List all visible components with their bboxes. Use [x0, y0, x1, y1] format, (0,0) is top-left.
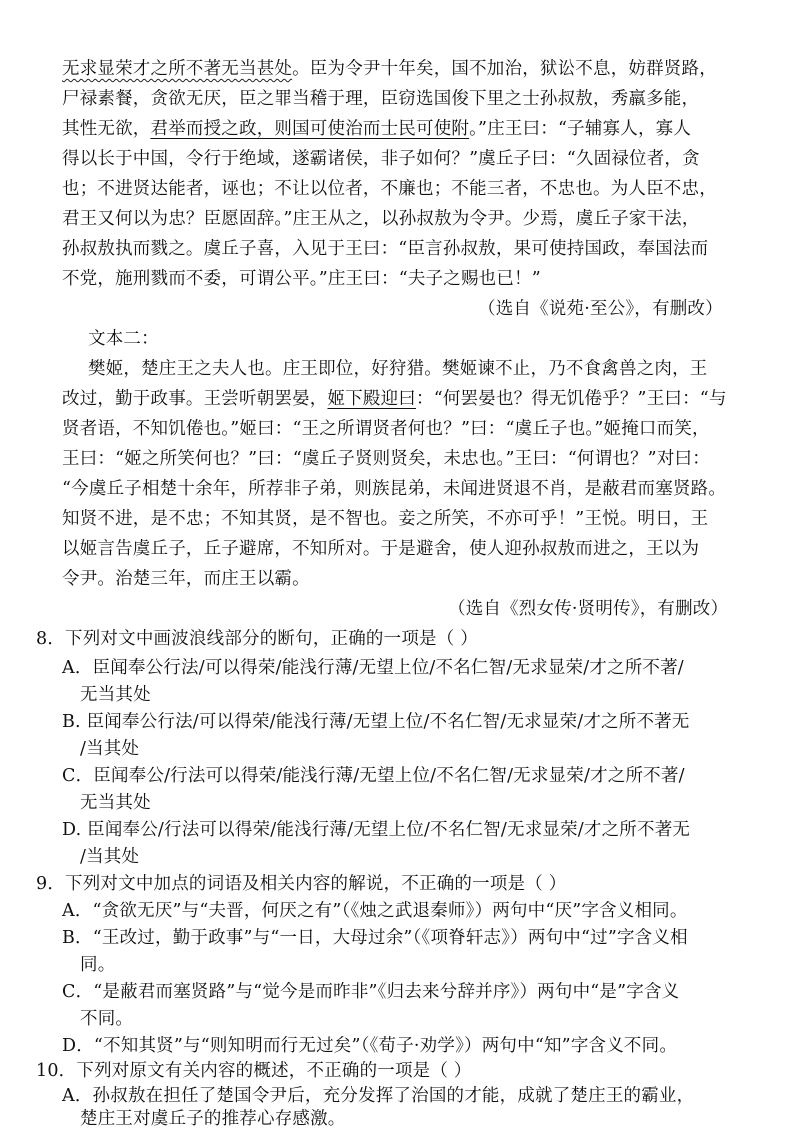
q8-option-c-cont: 无当其处	[80, 793, 151, 813]
text2-line-6: 知贤不进，是不忠；不知其贤，是不智也。妾之所笑，不亦可乎！”王悦。明日，王	[62, 509, 709, 529]
q9-option-a: A．“贪欲无厌”与“夫晋，何厌之有”（《烛之武退秦师》）两句中“厌”字含义相同。	[62, 901, 688, 921]
underlined-sentence: 君举而授之政，则国可使治而士民可使附	[150, 119, 470, 139]
text1-source: （选自《说苑·至公》，有删改）	[478, 299, 723, 319]
text1-line-2: 尸禄素餐，贪欲无厌，臣之罪当稽于理，臣窃选国俊下里之士孙叔敖，秀羸多能，	[62, 89, 700, 109]
q8-option-a-cont: 无当其处	[80, 685, 151, 705]
text2-heading: 文本二：	[88, 329, 159, 349]
q9-option-b: B．“王改过，勤于政事”与“一日，大母过余”（《项脊轩志》）两句中“过”字含义相	[62, 928, 688, 948]
q9-option-c: C．“是蔽君而塞贤路”与“觉今是而昨非”《归去来兮辞并序》）两句中“是”字含义	[62, 982, 680, 1002]
text1-line-3: 其性无欲，君举而授之政，则国可使治而士民可使附。”庄王曰：“子辅寡人，寡人	[62, 119, 692, 139]
text1-line-8: 不党，施刑戮而不委，可谓公平。”庄王曰：“夫子之赐也已！”	[62, 269, 541, 289]
q8-option-b: B. 臣闻奉公行法/可以得荣/能浅行薄/无望上位/不名仁智/无求显荣/才之所不著无	[62, 712, 690, 732]
text2-line-7: 以姬言告虞丘子，丘子避席，不知所对。于是避舍，使人迎孙叔敖而进之，王以为	[62, 539, 700, 559]
text1-line-5: 也；不进贤达能者，诬也；不让以位者，不廉也；不能三者，不忠也。为人臣不忠，	[62, 179, 717, 199]
q8-option-a: A．臣闻奉公行法/可以得荣/能浅行薄/无望上位/不名仁智/无求显荣/才之所不著/	[62, 658, 684, 678]
text1-line-4: 得以长于中国，令行于绝域，遂霸诸侯，非子如何？”虞丘子曰：“久固禄位者，贪	[62, 149, 700, 169]
text2-line-8: 令尹。治楚三年，而庄王以霸。	[62, 569, 310, 589]
underlined-phrase: 姬下殿迎曰	[327, 389, 416, 409]
text2-line-1: 樊姬，楚庄王之夫人也。庄王即位，好狩猎。樊姬谏不止，乃不食禽兽之肉，王	[88, 359, 708, 379]
q9-stem: 9．下列对文中加点的词语及相关内容的解说，不正确的一项是（ ）	[36, 874, 567, 894]
q8-option-b-cont: /当其处	[80, 739, 140, 759]
text1-line-1: 无求显荣才之所不著无当甚处。臣为令尹十年矣，国不加治，狱讼不息，妨群贤路，	[62, 59, 717, 79]
q9-option-d: D．“不知其贤”与“则知明而行无过矣”（《荀子·劝学》）两句中“知”字含义不同。	[62, 1036, 678, 1056]
q8-stem: 8．下列对文中画波浪线部分的断句，正确的一项是（ ）	[36, 629, 478, 649]
text2-source: （选自《烈女传·贤明传》，有删改）	[448, 599, 729, 619]
text2-line-5: “今虞丘子相楚十余年，所荐非子弟，则族昆弟，未闻进贤退不肖，是蔽君而塞贤路。	[62, 479, 727, 499]
text2-line-2: 改过，勤于政事。王尝听朝罢晏，姬下殿迎曰：“何罢晏也？得无饥倦乎？”王曰：“与	[62, 389, 727, 409]
q8-option-d: D. 臣闻奉公/行法可以得荣/能浅行薄/无望上位/不名仁智/无求显荣/才之所不著无	[62, 820, 691, 840]
q8-option-d-cont: /当其处	[80, 847, 140, 867]
q10-stem: 10．下列对原文有关内容的概述，不正确的一项是（ ）	[36, 1061, 472, 1081]
text2-line-3: 贤者语，不知饥倦也。”姬曰：“王之所谓贤者何也？”曰：“虞丘子也。”姬掩口而笑，	[62, 419, 710, 439]
q8-option-c: C．臣闻奉公/行法可以得荣/能浅行薄/无望上位/不名仁智/无求显荣/才之所不著/	[62, 766, 685, 786]
q9-option-c-cont: 不同。	[80, 1009, 134, 1029]
text2-line-4: 王曰：“姬之所笑何也？”曰：“虞丘子贤则贤矣，未忠也。”王曰：“何谓也？”对曰：	[62, 449, 710, 469]
q10-option-a-cont: 楚庄王对虞丘子的推荐心存感激。	[80, 1109, 346, 1129]
q9-option-b-cont: 同。	[80, 955, 116, 975]
text1-line-7: 孙叔敖执而戮之。虞丘子喜，入见于王曰：“臣言孙叔敖，果可使持国政，奉国法而	[62, 239, 709, 259]
q10-option-a: A．孙叔敖在担任了楚国令尹后，充分发挥了治国的才能，成就了楚庄王的霸业，	[62, 1086, 695, 1106]
wavy-underlined-phrase: 无求显荣才之所不著无当甚处	[62, 59, 293, 79]
text1-line-6: 君王又何以为忠？臣愿固辞。”庄王从之，以孙叔敖为令尹。少焉，虞丘子家干法，	[62, 209, 700, 229]
